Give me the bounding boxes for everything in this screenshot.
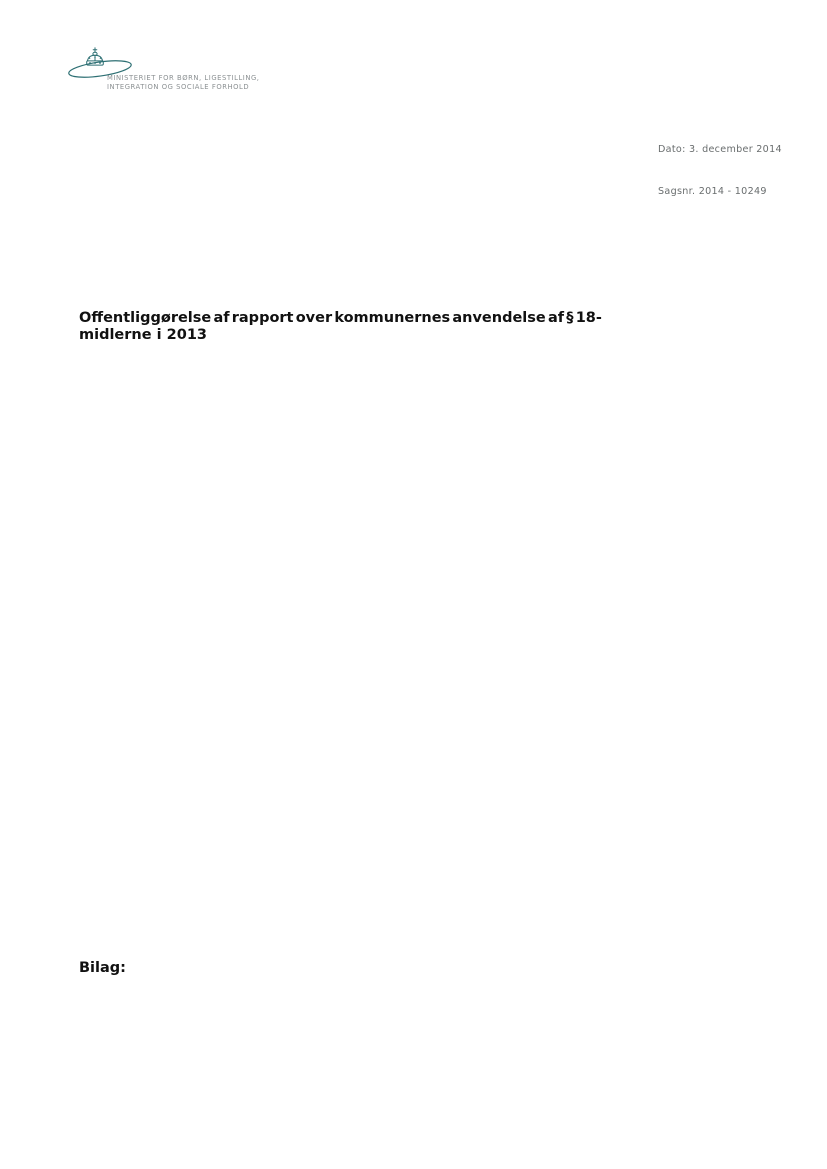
- date-label: Dato: 3. december 2014: [658, 144, 782, 155]
- document-title-line1: Offentliggørelse af rapport over kommunernes anvendelse af § 18-: [79, 310, 602, 326]
- document-title: [79, 310, 602, 343]
- document-title-line2: midlerne i 2013: [79, 326, 207, 343]
- case-number-label: Sagsnr. 2014 - 10249: [658, 186, 767, 197]
- ministry-name-line1: MINISTERIET FOR BØRN, LIGESTILLING,: [107, 74, 260, 82]
- attachments-heading: Bilag:: [79, 960, 126, 976]
- ministry-name-line2: INTEGRATION OG SOCIALE FORHOLD: [107, 83, 250, 92]
- ministry-name: [107, 74, 327, 92]
